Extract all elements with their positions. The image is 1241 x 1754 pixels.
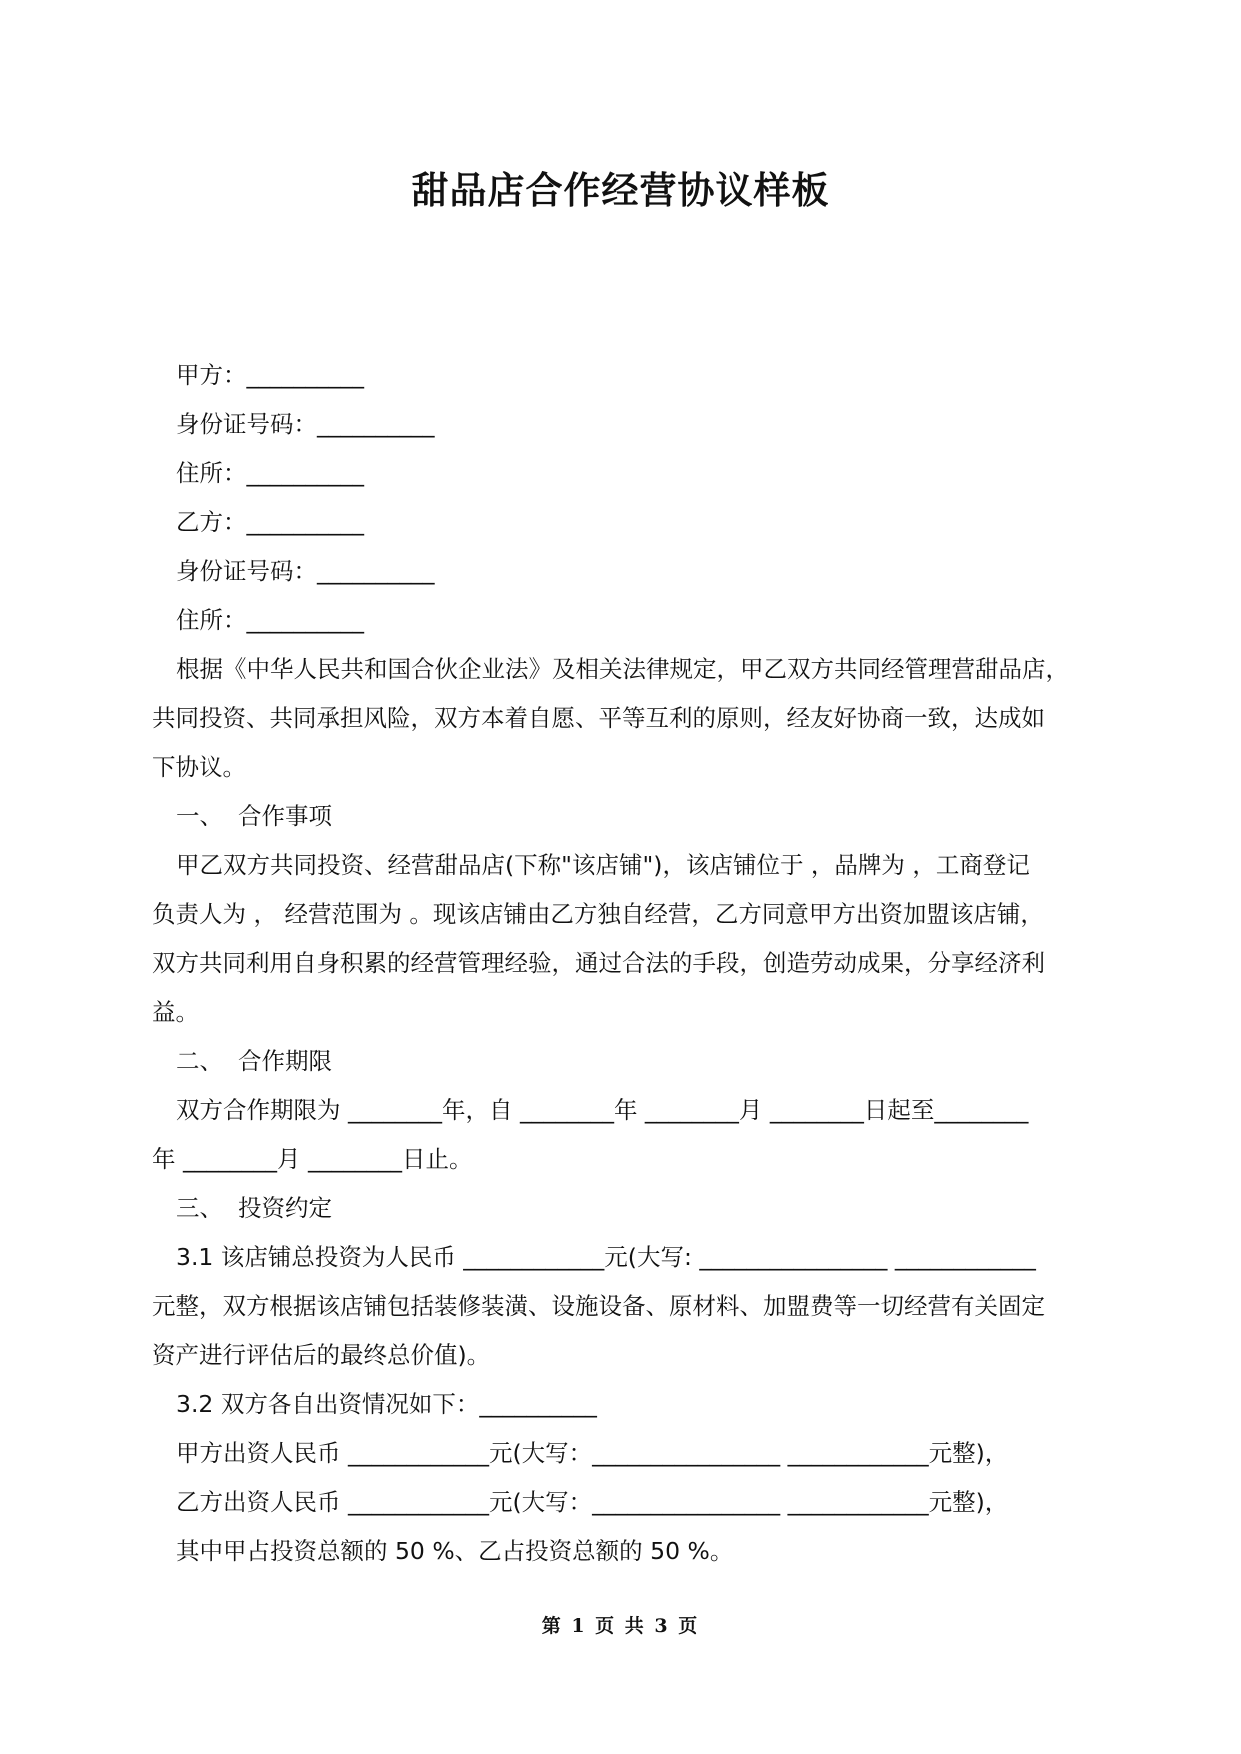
party-b-address-line: 住所：__________: [176, 606, 364, 634]
document-title: 甜品店合作经营协议样板: [411, 169, 830, 212]
section-3-line: 其中甲占投资总额的 50 %、乙占投资总额的 50 %。: [176, 1537, 734, 1565]
section-2-heading: 二、 合作期限: [176, 1047, 332, 1075]
section-1-line: 双方共同利用自身积累的经营管理经验，通过合法的手段，创造劳动成果，分享经济利: [152, 949, 1045, 977]
party-a-name-line: 甲方：__________: [176, 361, 364, 389]
section-1-line: 甲乙双方共同投资、经营甜品店(下称"该店铺")，该店铺位于 ，品牌为 ，工商登记: [176, 851, 1030, 879]
section-1-line: 负责人为 ， 经营范围为 。现该店铺由乙方独自经营，乙方同意甲方出资加盟该店铺，: [152, 900, 1044, 928]
page-number: 第 1 页 共 3 页: [541, 1615, 700, 1637]
party-b-name-line: 乙方：__________: [176, 508, 364, 536]
section-1-heading: 一、 合作事项: [176, 802, 332, 830]
section-3-line: 3.1 该店铺总投资为人民币 ____________元(大写: ________________ ____________: [176, 1243, 1036, 1271]
section-3-line: 资产进行评估后的最终总价值)。: [152, 1341, 491, 1369]
section-2-line: 年 ________月 ________日止。: [152, 1145, 473, 1173]
preamble-line: 共同投资、共同承担风险，双方本着自愿、平等互利的原则，经友好协商一致，达成如: [152, 704, 1045, 732]
preamble-line: 根据《中华人民共和国合伙企业法》及相关法律规定，甲乙双方共同经管理营甜品店，: [176, 655, 1069, 683]
party-a-id-line: 身份证号码：__________: [176, 410, 435, 438]
section-3-line: 乙方出资人民币 ____________元(大写：________________ ____________元整)，: [176, 1488, 1009, 1516]
document-body: [152, 351, 1088, 1576]
section-3-line: 3.2 双方各自出资情况如下：__________: [176, 1390, 597, 1418]
section-3-line: 甲方出资人民币 ____________元(大写：________________ ____________元整)，: [176, 1439, 1009, 1467]
preamble-line: 下协议。: [152, 753, 246, 781]
party-b-id-line: 身份证号码：__________: [176, 557, 435, 585]
section-3-heading: 三、 投资约定: [176, 1194, 332, 1222]
party-a-address-line: 住所：__________: [176, 459, 364, 487]
section-1-line: 益。: [152, 998, 199, 1026]
section-2-line: 双方合作期限为 ________年，自 ________年 ________月 ________日起至________: [176, 1096, 1029, 1124]
section-3-line: 元整，双方根据该店铺包括装修装潢、设施设备、原材料、加盟费等一切经营有关固定: [152, 1292, 1045, 1320]
